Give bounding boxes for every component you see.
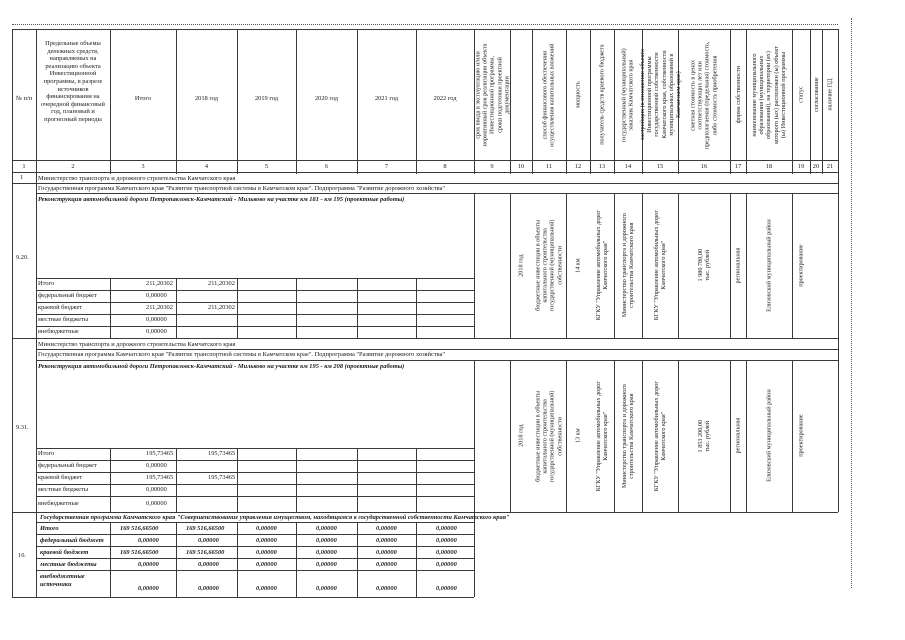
cell-total: 0,00000 — [138, 537, 159, 544]
header-col-cost: сметная стоимость в ценах соответствующих лет или предполагаемая (предельная) стоимость, либо стоимость приобретения — [689, 41, 719, 149]
cell-2018: 169 516,66500 — [186, 525, 225, 532]
cell-2018: 0,00000 — [198, 561, 219, 568]
header-col-recipient: получатель средств краевого бюджета — [598, 44, 606, 146]
program-10-title: Государственная программа Камчатского края "Совершенствование управления имуществом, находящимся в государственной собственности Камчатского края" — [40, 514, 510, 521]
object-capacity: 14 км — [574, 258, 582, 273]
object-capacity: 13 км — [574, 428, 582, 444]
funding-total-label: Итого — [38, 280, 55, 287]
cell-2022: 0,00000 — [436, 525, 457, 532]
value-regional-2018: 211,20302 — [208, 304, 235, 311]
header-col-2020: 2020 год — [314, 95, 339, 102]
ministry-label: Министерство транспорта и дорожного строительства Камчатского края — [38, 341, 236, 348]
value-local: 0,00000 — [146, 316, 167, 323]
funding-extra-label: внебюджетные — [38, 500, 79, 507]
object-number: 9.20. — [16, 254, 29, 261]
header-col-total: Итого — [134, 95, 152, 102]
scan-border-right — [851, 18, 852, 588]
value-federal: 0,00000 — [146, 462, 167, 469]
value-regional-2018: 195,73465 — [208, 474, 236, 481]
object-customer: Министерство транспорта и дорожного строительства Камчатского края — [620, 213, 635, 318]
funding-federal-label: федеральный бюджет — [38, 462, 97, 469]
cell-2022: 0,00000 — [436, 537, 457, 544]
value-total: 195,73465 — [146, 450, 174, 457]
object-recipient: КГКУ "Управление автомобильных дорог Камчатского края" — [594, 210, 609, 321]
value-total-2018: 211,20302 — [208, 280, 235, 287]
object-recipient: КГКУ "Управление автомобильных дорог Камчатского края" — [594, 380, 609, 492]
col-number: 9 — [490, 163, 494, 170]
cell-2020: 0,00000 — [316, 537, 337, 544]
cell-2022: 0,00000 — [436, 585, 457, 592]
object-number: 9.31. — [16, 424, 29, 431]
cell-2020: 0,00000 — [316, 525, 337, 532]
cell-2022: 0,00000 — [436, 561, 457, 568]
cell-2018: 0,00000 — [198, 537, 219, 544]
header-col-2019: 2019 год — [254, 95, 279, 102]
funding-local-label: местные бюджеты — [40, 561, 97, 568]
cell-total: 0,00000 — [138, 561, 159, 568]
funding-local-label: местные бюджеты — [38, 316, 89, 323]
object-developer: КГКУ "Управление автомобильных дорог Камчатского края" — [652, 210, 667, 321]
object-ownership: региональная — [734, 418, 742, 454]
cell-2020: 0,00000 — [316, 561, 337, 568]
cell-2019: 0,00000 — [256, 537, 277, 544]
cell-2021: 0,00000 — [376, 549, 397, 556]
object-status: проектирование — [797, 414, 805, 458]
cell-2019: 0,00000 — [256, 561, 277, 568]
col-number: 8 — [443, 163, 447, 170]
value-regional: 211,20302 — [146, 304, 173, 311]
object-municipality: Елизовский муниципальный район — [765, 219, 773, 312]
funding-extra-sources-label: внебюджетные источники — [40, 573, 85, 588]
value-extra: 0,00000 — [146, 328, 167, 335]
object-status: проектирование — [797, 244, 805, 287]
cell-2018: 0,00000 — [198, 585, 219, 592]
value-total-2018: 195,73465 — [208, 450, 236, 457]
funding-regional-label: краевой бюджет — [38, 474, 83, 481]
object-method: бюджетные инвестиции в объекты капитального строительства государственной (муниципальной) собственности — [534, 390, 564, 482]
col-number: 7 — [384, 163, 389, 170]
cell-2020: 0,00000 — [316, 549, 337, 556]
funding-regional-label: краевой бюджет — [38, 304, 83, 311]
object-method: бюджетные инвестиции в объекты капитального строительства государственной (муниципальной) собственности — [534, 219, 564, 312]
value-local: 0,00000 — [146, 486, 167, 493]
col-number: 17 — [734, 163, 742, 170]
funding-federal-label: федеральный бюджет — [40, 537, 104, 544]
col-number: 4 — [204, 163, 209, 170]
cell-2019: 0,00000 — [256, 549, 277, 556]
object-cost: 1 853 200,00 тыс. рублей — [696, 419, 711, 453]
col-number: 15 — [656, 163, 664, 170]
cell-2019: 0,00000 — [256, 525, 277, 532]
value-regional: 195,73465 — [146, 474, 174, 481]
header-col-method: способ финансового обеспечения осуществления капитальных вложений — [541, 43, 557, 147]
cell-2021: 0,00000 — [376, 561, 397, 568]
header-col-2022: 2022 год — [433, 95, 457, 102]
object-customer: Министерство транспорта и дорожного строительства Камчатского края — [620, 383, 635, 489]
header-col-funding: Предельные объемы денежных средств, направляемых на реализацию объекта Инвестиционной программы, в разрезе источников финансирования на очередной финансовый год, плановый и прогнозный периоды — [41, 40, 105, 123]
col-number: 19 — [797, 163, 805, 170]
object-municipality: Елизовский муниципальный район — [765, 389, 773, 483]
col-number: 11 — [545, 163, 553, 170]
funding-federal-label: федеральный бюджет — [38, 292, 97, 299]
cell-2020: 0,00000 — [316, 585, 337, 592]
col-number: 20 — [812, 163, 820, 170]
col-number: 14 — [624, 163, 632, 170]
col-number: 13 — [598, 163, 606, 170]
header-col-developer: застройщик (в отношении объекта Инвестиционной программы государственной собственности Камчатского края, собственности муниципальных образований в Камчатском крае) — [638, 49, 682, 141]
header-col-approval: согласование — [812, 77, 820, 113]
ministry-label: Министерство транспорта и дорожного строительства Камчатского края — [38, 175, 236, 182]
col-number: 6 — [324, 163, 329, 170]
header-col-customer: государственный (муниципальный) заказчик Камчатского края — [620, 48, 636, 142]
funding-local-label: местные бюджеты — [38, 486, 89, 493]
col-number: 1 — [22, 163, 26, 170]
cell-total: 0,00000 — [138, 585, 159, 592]
funding-extra-label: внебюджетные — [38, 328, 79, 335]
header-col-2021: 2021 год — [374, 95, 399, 102]
col-number: 5 — [264, 163, 269, 170]
object-cost: 1 980 780,00 тыс. рублей — [696, 249, 711, 282]
cell-2021: 0,00000 — [376, 525, 397, 532]
cell-2019: 0,00000 — [256, 585, 277, 592]
header-col-capacity: мощность — [574, 81, 582, 109]
scan-border-top — [12, 24, 838, 25]
funding-total-label: Итого — [38, 450, 55, 457]
header-col-municipality: наименование муниципального образования (муниципальных образований), на территории (ях) которого (ых) расположен (ы) объект (ы) Инвестиционной программы — [750, 46, 787, 144]
object-year: 2018 год — [517, 254, 525, 277]
col-number: 12 — [574, 163, 582, 170]
cell-2022: 0,00000 — [436, 549, 457, 556]
funding-total-label: Итого — [40, 525, 59, 532]
col-number: 18 — [765, 163, 773, 170]
row-index: 1 — [20, 174, 24, 181]
header-col-ownership: форма собственности — [734, 66, 742, 124]
object-title: Реконструкция автомобильной дороги Петропавловск-Камчатский - Мильково на участке км 195 - км 208 (проектные работы) — [38, 363, 405, 370]
col-number: 16 — [700, 163, 708, 170]
col-number: 3 — [141, 163, 145, 170]
header-col-2018: 2018 год — [194, 95, 219, 102]
program-label: Государственная программа Камчатского края "Развитие транспортной системы в Камчатском крае". Подпрограмма "Развитие дорожного хозяйства" — [38, 351, 446, 358]
cell-total: 169 516,66500 — [120, 525, 159, 532]
header-col-status: статус — [797, 86, 805, 104]
funding-regional-label: краевой бюджет — [40, 549, 89, 556]
object-developer: КГКУ "Управление автомобильных дорог Камчатского края" — [652, 380, 667, 492]
value-federal: 0,00000 — [146, 292, 167, 299]
header-col-deadline: срок ввода в эксплуатацию и/или нормативный срок реализации объекта Инвестиционной программы, сроки подготовки проектной документации — [474, 43, 510, 147]
col-number: 10 — [517, 163, 525, 170]
header-col-design-docs: наличие ПД — [826, 79, 834, 111]
section-number: 10. — [18, 552, 26, 559]
value-extra: 0,00000 — [146, 500, 167, 507]
cell-2021: 0,00000 — [376, 537, 397, 544]
cell-2018: 169 516,66500 — [186, 549, 225, 556]
col-number: 21 — [826, 163, 834, 170]
object-ownership: региональная — [734, 247, 742, 284]
program-label: Государственная программа Камчатского края "Развитие транспортной системы в Камчатском крае". Подпрограмма "Развитие дорожного хозяйства" — [38, 185, 446, 192]
header-col-number: № п/п — [15, 95, 33, 102]
value-total: 211,20302 — [146, 280, 173, 287]
object-year: 2018 год — [517, 424, 525, 448]
object-title: Реконструкция автомобильной дороги Петропавловск-Камчатский - Мильково на участке км 181 - км 195 (проектные работы) — [38, 196, 405, 203]
cell-total: 169 516,66500 — [120, 549, 159, 556]
col-number: 2 — [71, 163, 75, 170]
cell-2021: 0,00000 — [376, 585, 397, 592]
